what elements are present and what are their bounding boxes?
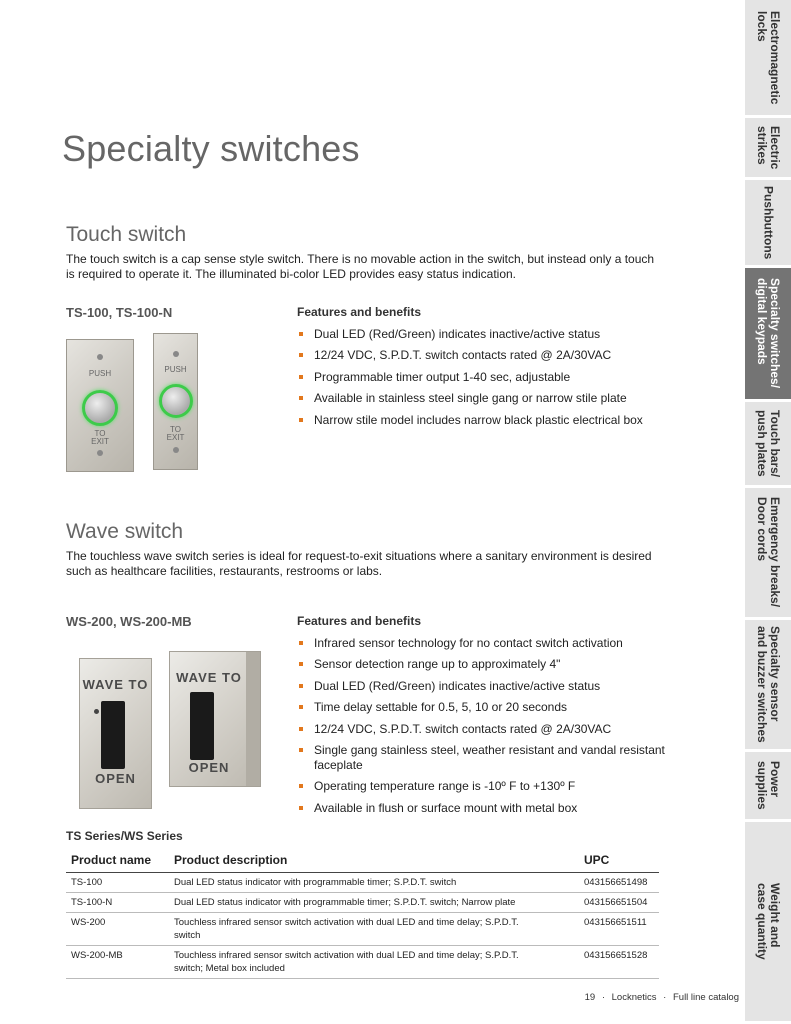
cell-upc: 043156651511 — [579, 913, 659, 946]
feature-item: Single gang stainless steel, weather resistant and vandal resistant faceplate — [297, 743, 667, 773]
cell-product-description: Touchless infrared sensor switch activation with dual LED and time delay; S.P.D.T. switch; Metal box included — [169, 946, 579, 979]
tab-label: Emergency breaks/ Door cords — [755, 497, 782, 608]
cell-product-description: Touchless infrared sensor switch activation with dual LED and time delay; S.P.D.T. switch — [169, 913, 579, 946]
tab-label: Touch bars/ push plates — [755, 409, 782, 478]
footer-separator: · — [601, 992, 605, 1003]
footer-separator: · — [663, 992, 667, 1003]
header-product-name: Product name — [66, 850, 169, 873]
ts-100-plate — [66, 339, 134, 472]
page-title: Specialty switches — [62, 128, 360, 169]
tab-touch-bars[interactable] — [745, 402, 791, 488]
plate-push-text: PUSH — [164, 365, 187, 374]
touch-features-title: Features and benefits — [297, 305, 422, 319]
header-upc: UPC — [579, 850, 659, 873]
tab-label: Weight and case quantity — [755, 883, 782, 960]
wave-features-title: Features and benefits — [297, 614, 422, 628]
feature-item: Operating temperature range is -10º F to +130º F — [297, 779, 667, 794]
tab-specialty-switches[interactable] — [745, 268, 791, 402]
cell-upc: 043156651498 — [579, 873, 659, 893]
tab-emergency-breaks[interactable] — [745, 488, 791, 620]
ts-100-n-plate — [153, 333, 198, 470]
screw-icon — [173, 351, 179, 357]
feature-item: Dual LED (Red/Green) indicates inactive/active status — [297, 679, 667, 694]
tab-label: Power supplies — [755, 761, 782, 810]
cell-product-description: Dual LED status indicator with programmable timer; S.P.D.T. switch — [169, 873, 579, 893]
cell-product-description: Dual LED status indicator with programmable timer; S.P.D.T. switch; Narrow plate — [169, 893, 579, 913]
ws-200-plate — [79, 658, 152, 809]
feature-item: Dual LED (Red/Green) indicates inactive/active status — [297, 327, 667, 342]
plate-exit-text: TO EXIT — [91, 429, 109, 446]
screw-icon — [97, 450, 103, 456]
feature-item: Time delay settable for 0.5, 5, 10 or 20 seconds — [297, 700, 667, 715]
table-row — [66, 873, 659, 893]
ws-200-mb-box — [169, 651, 261, 787]
product-table — [66, 850, 659, 979]
tab-label: Specialty sensor and buzzer switches — [755, 626, 782, 743]
wave-switch-title: Wave switch — [66, 520, 184, 543]
touch-switch-description: The touch switch is a cap sense style switch. There is no movable action in the switch, but instead only a touch is required to operate it. The illuminated bi-color LED provides easy status indication. — [66, 252, 655, 281]
open-text: OPEN — [95, 771, 136, 786]
cell-product-name: TS-100-N — [66, 893, 169, 913]
wave-switch-description: The touchless wave switch series is ideal for request-to-exit situations where a sanitary environment is desired such as healthcare facilities, restaurants, restrooms or labs. — [66, 549, 652, 578]
sensor-window-icon — [190, 692, 214, 760]
tab-power-supplies[interactable] — [745, 752, 791, 822]
led-ring-icon — [159, 384, 193, 418]
screw-icon — [97, 354, 103, 360]
feature-item: Available in flush or surface mount with metal box — [297, 801, 667, 816]
touch-switch-title: Touch switch — [66, 223, 187, 246]
tab-electric-strikes[interactable] — [745, 118, 791, 180]
plate-push-text: PUSH — [88, 369, 112, 378]
table-row — [66, 913, 659, 946]
open-text: OPEN — [188, 760, 230, 775]
cell-upc: 043156651504 — [579, 893, 659, 913]
feature-item: 12/24 VDC, S.P.D.T. switch contacts rated @ 2A/30VAC — [297, 348, 667, 363]
cell-product-name: TS-100 — [66, 873, 169, 893]
touch-features-list — [297, 327, 667, 434]
feature-item: Programmable timer output 1-40 sec, adjustable — [297, 370, 667, 385]
cell-product-name: WS-200 — [66, 913, 169, 946]
footer-catalog: Full line catalog — [672, 992, 739, 1003]
feature-item: Narrow stile model includes narrow black plastic electrical box — [297, 413, 667, 428]
wave-features-list — [297, 636, 667, 822]
header-product-description: Product description — [169, 850, 579, 873]
tab-electromagnetic-locks[interactable] — [745, 0, 791, 118]
tab-label: Specialty switches/ digital keypads — [755, 278, 782, 389]
tab-label: Electric strikes — [755, 125, 782, 170]
feature-item: Infrared sensor technology for no contact switch activation — [297, 636, 667, 651]
feature-item: 12/24 VDC, S.P.D.T. switch contacts rated @ 2A/30VAC — [297, 722, 667, 737]
touch-product-label: TS-100, TS-100-N — [66, 305, 173, 320]
tab-pushbuttons[interactable] — [745, 180, 791, 268]
plate-exit-text: TO EXIT — [166, 425, 185, 442]
screw-icon — [173, 447, 179, 453]
wave-product-label: WS-200, WS-200-MB — [66, 614, 192, 629]
feature-item: Available in stainless steel single gang or narrow stile plate — [297, 391, 667, 406]
led-ring-icon — [82, 390, 118, 426]
page-footer — [581, 992, 739, 1003]
table-row — [66, 893, 659, 913]
led-dot-icon — [94, 709, 99, 714]
tab-label: Pushbuttons — [761, 185, 776, 260]
cell-upc: 043156651528 — [579, 946, 659, 979]
wave-to-text: WAVE TO — [176, 670, 242, 685]
section-tabs — [745, 0, 791, 1024]
tab-specialty-sensor[interactable] — [745, 620, 791, 752]
table-row — [66, 946, 659, 979]
table-title: TS Series/WS Series — [66, 829, 183, 843]
table-header-row — [66, 850, 659, 873]
feature-item: Sensor detection range up to approximately 4" — [297, 657, 667, 672]
footer-brand: Locknetics — [611, 992, 657, 1003]
cell-product-name: WS-200-MB — [66, 946, 169, 979]
sensor-window-icon — [101, 701, 125, 769]
wave-to-text: WAVE TO — [82, 677, 149, 692]
page-number: 19 — [584, 992, 596, 1003]
tab-label: Electromagnetic locks — [755, 10, 782, 105]
tab-weight-case-quantity[interactable] — [745, 822, 791, 1024]
